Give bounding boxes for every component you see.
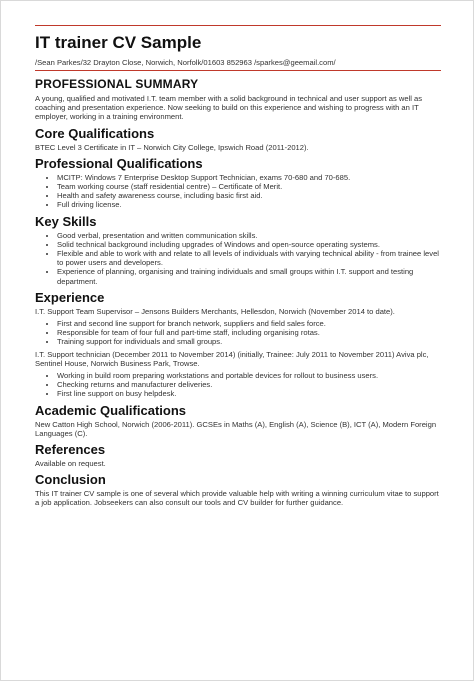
job-duties-list-2 — [35, 371, 443, 399]
key-skills-list — [35, 231, 443, 286]
list-item: • Training support for individuals and small groups. — [57, 337, 443, 346]
list-item: • First and second line support for branch network, suppliers and field sales force. — [57, 319, 443, 328]
experience-heading: Experience — [35, 289, 105, 305]
list-item: • Full driving license. — [57, 200, 443, 209]
references-text: Available on request. — [35, 459, 106, 469]
list-item: • Good verbal, presentation and written communication skills. — [57, 231, 443, 240]
core-qualifications-section — [35, 126, 443, 152]
list-item: • Responsible for team of four full and part-time staff, including organising rotas. — [57, 328, 443, 337]
list-item: • First line support on busy helpdesk. — [57, 389, 443, 398]
academic-qualifications-text: New Catton High School, Norwich (2006-2011). GCSEs in Maths (A), English (A), Science (B), ICT (A), Modern Foreign Languages (C). — [35, 419, 437, 438]
summary-text: A young, qualified and motivated I.T. team member with a solid background in technical and user support as well as coaching and presentation experience. Now seeking to build on this experience and wishing to progress with an IT employer, working in a training environment. — [35, 94, 423, 122]
summary-heading: PROFESSIONAL SUMMARY — [35, 77, 199, 91]
professional-qualifications-heading: Professional Qualifications — [35, 155, 203, 171]
list-item: • MCITP: Windows 7 Enterprise Desktop Support Technician, exams 70-680 and 70-685. — [57, 173, 443, 182]
list-item: • Solid technical background including upgrades of Windows and open-source operating systems. — [57, 240, 443, 249]
conclusion-heading: Conclusion — [35, 472, 106, 488]
list-item: • Working in build room preparing workstations and portable devices for rollout to business users. — [57, 371, 443, 380]
list-item: • Experience of planning, organising and training individuals and small groups within I.T. support and testing department. — [57, 267, 443, 285]
list-item: • Health and safety awareness course, including basic first aid. — [57, 191, 443, 200]
job-title-2: I.T. Support technician (December 2011 to November 2014) (initially, Trainee: July 2011 to November 2011) Aviva plc, Sentinel House, Norwich Business Park, Trowse. — [35, 349, 429, 368]
academic-qualifications-section — [35, 403, 443, 438]
experience-section — [35, 290, 443, 399]
contact-line: /Sean Parkes/32 Drayton Close, Norwich, Norfolk/01603 852963 /sparkes@geemail.com/ — [35, 58, 336, 67]
professional-qualifications-section — [35, 156, 443, 210]
core-qualifications-heading: Core Qualifications — [35, 125, 155, 141]
conclusion-section — [35, 472, 443, 507]
key-skills-heading: Key Skills — [35, 213, 97, 229]
cv-content — [35, 33, 443, 511]
contact-divider — [35, 70, 441, 71]
references-section — [35, 442, 443, 468]
job-duties-list-1 — [35, 319, 443, 347]
list-item: • Checking returns and manufacturer deliveries. — [57, 380, 443, 389]
page-title: IT trainer CV Sample — [35, 33, 202, 52]
professional-qualifications-list — [35, 173, 443, 210]
list-item: • Team working course (staff residential centre) – Certificate of Merit. — [57, 182, 443, 191]
references-heading: References — [35, 442, 106, 458]
core-qualifications-text: BTEC Level 3 Certificate in IT – Norwich City College, Ipswich Road (2011-2012). — [35, 142, 309, 152]
top-divider — [35, 25, 441, 26]
key-skills-section — [35, 214, 443, 286]
job-title-1: I.T. Support Team Supervisor – Jensons Builders Merchants, Hellesdon, Norwich (November 2014 to date). — [35, 306, 395, 316]
academic-qualifications-heading: Academic Qualifications — [35, 402, 186, 418]
conclusion-text: This IT trainer CV sample is one of several which provide valuable help with writing a winning curriculum vitae to support a job application. Jobseekers can also consult our tools and CV builder for further guidance. — [35, 489, 439, 508]
summary-section — [35, 77, 443, 122]
list-item: • Flexible and able to work with and relate to all levels of individuals with varying technical ability - from trainee level to power users and developers. — [57, 249, 443, 267]
